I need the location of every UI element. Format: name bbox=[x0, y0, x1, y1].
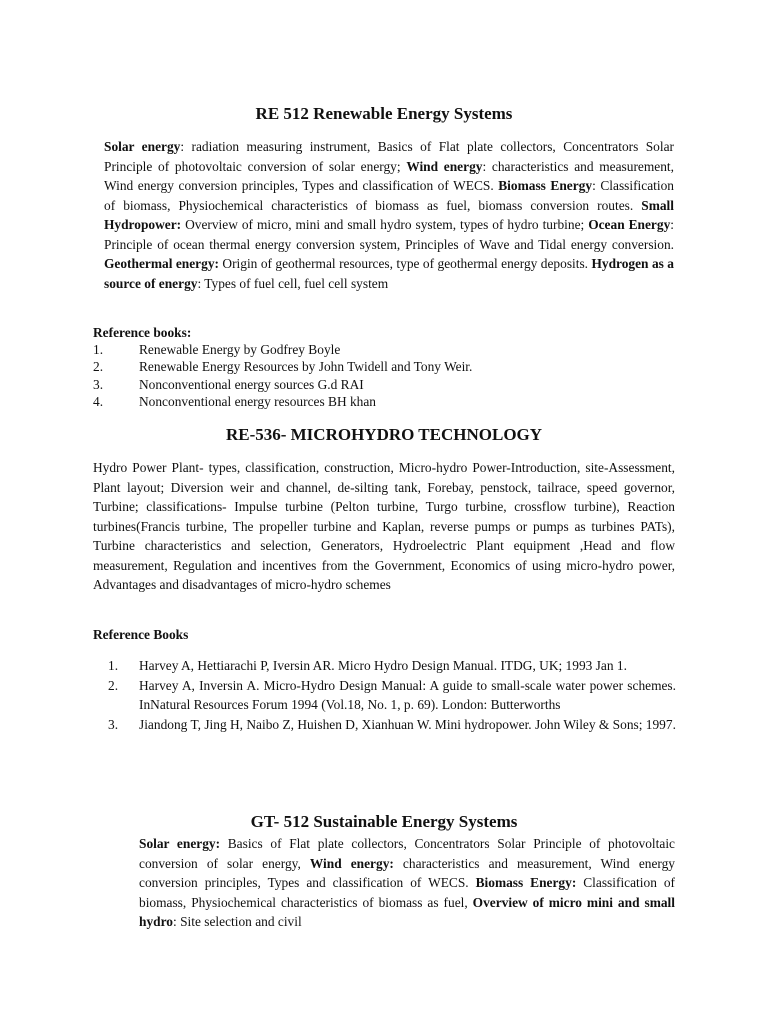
bold-term: Geothermal energy: bbox=[104, 256, 219, 271]
bold-term: Solar energy: bbox=[139, 836, 221, 851]
re536-references-label: Reference Books bbox=[93, 627, 189, 642]
section-title-gt512: GT- 512 Sustainable Energy Systems bbox=[250, 812, 518, 831]
bold-term: Overview of micro mini and small hydro bbox=[139, 894, 675, 929]
text-run: : Types of fuel cell, fuel cell system bbox=[197, 275, 389, 291]
bold-term: Ocean Energy bbox=[588, 217, 671, 232]
bold-term: Small Hydropower: bbox=[104, 197, 674, 232]
bold-term: Hydrogen as a source of energy bbox=[104, 256, 674, 291]
text-run: Origin of geothermal resources, type of geothermal energy deposits. bbox=[218, 256, 592, 271]
list-item: 3. Jiandong T, Jing H, Naibo Z, Huishen D, Xianhuan W. Mini hydropower. John Wiley & Sons; 1997. bbox=[108, 716, 676, 732]
re536-reference-list bbox=[108, 656, 676, 734]
list-item: 1. Harvey A, Hettiarachi P, Iversin AR. Micro Hydro Design Manual. ITDG, UK; 1993 Jan 1. bbox=[108, 658, 627, 673]
bold-term: Solar energy bbox=[104, 139, 181, 154]
text-run: characteristics and measurement, Wind energy conversion principles, Types and classification of WECS. bbox=[139, 855, 676, 890]
section-title-re512: RE 512 Renewable Energy Systems bbox=[255, 104, 513, 123]
gt512-syllabus-paragraph bbox=[139, 834, 675, 932]
bold-term: Biomass Energy bbox=[498, 178, 593, 193]
text-run: : characteristics and measurement, Wind energy conversion principles, Types and classification of WECS. bbox=[104, 158, 674, 193]
list-item: 2. Harvey A, Inversin A. Micro-Hydro Design Manual: A guide to small-scale water power schemes. InNatural Resources Forum 1994 (Vol.18, No. 1, p. 69). London: Butterworths bbox=[108, 677, 676, 712]
text-run: : Classification of biomass, Physiochemical characteristics of biomass as fuel, biomass conversion routes. bbox=[104, 178, 674, 213]
bold-term: Wind energy bbox=[406, 158, 483, 174]
text-run: Classification of biomass, Physiochemical characteristics of biomass as fuel, bbox=[139, 875, 675, 910]
re536-syllabus-paragraph: Hydro Power Plant- types, classification, construction, Micro-hydro Power-Introduction, site-Assessment, Plant layout; Diversion weir and channel, de-silting tank, Forebay, penstock, tailrace, speed governor, Turbine; classifications- Impulse turbine (Pelton turbine, Turgo turbine, crossflow turbine), Reaction turbines(Francis turbine, The propeller turbine and Kaplan, reverse pumps or pumps as turbines PATs), Turbine characteristics and selection, Generators, Hydroelectric Plant equipment ,Head and flow measurement, Regulation and incentives from the Government, Economics of using micro-hydro power, Advantages and disadvantages of micro-hydro schemes bbox=[93, 460, 675, 592]
bold-term: Wind energy: bbox=[309, 855, 394, 871]
re512-syllabus-paragraph bbox=[104, 137, 674, 293]
text-run: : Principle of ocean thermal energy conversion system, Principles of Wave and Tidal energy conversion. bbox=[104, 217, 675, 252]
document-page: RE 512 Renewable Energy Systems Solar energy: radiation measuring instrument, Basics of Flat plate collectors, Concentrators Solar Principle of photovoltaic conversion of solar energy; Wind energy: characteristics and measurement, Wind energy conversion principles, Types and classification of WECS. Biomass Energy: Classification of biomass, Physiochemical characteristics of biomass as fuel, biomass conversion routes. Small Hydropower: Overview of micro, mini and small hydro system, types of hydro turbine; Ocean Energy: Principle of ocean thermal energy conversion system, Principles of Wave and Tidal energy conversion. Geothermal energy: Origin of geothermal resources, type of geothermal energy deposits. Hydrogen as a source of energy: Types of fuel cell, fuel cell system Reference books: 1. Renewable Energy by Godfrey Boyle 2. Renewable Energy Resources by John Twidell and Tony Weir. 3. Nonconventional energy sources G.d RAI 4. Nonconventional energy resources BH khan RE-536- MICROHYDRO TECHNOLOGY Hydro Power Plant- types, classification, construction, Micro-hydro Power-Introduction, site-Assessment, Plant layout; Diversion weir and channel, de-silting tank, Forebay, penstock, tailrace, speed governor, Turbine; classifications- Impulse turbine (Pelton turbine, Turgo turbine, crossflow turbine), Reaction turbines(Francis turbine, The propeller turbine and Kaplan, reverse pumps or pumps as turbines PATs), Turbine characteristics and selection, Generators, Hydroelectric Plant equipment ,Head and flow measurement, Regulation and incentives from the Government, Economics of using micro-hydro power, Advantages and disadvantages of micro-hydro schemes Reference Books 1. Harvey A, Hettiarachi P, Iversin AR. Micro Hydro Design Manual. ITDG, UK; 1993 Jan 1. 2. Harvey A, Inversin A. Micro-Hydro Design Manual: A guide to small-scale water power schemes. InNatural Resources Forum 1994 (Vol.18, No. 1, p. 69). London: Butterworths 3. Jiandong T, Jing H, Naibo Z, Huishen D, Xianhuan W. Mini hydropower. John Wiley & Sons; 1997. GT- 512 Sustainable Energy Systems Solar energy: Basics of Flat plate collectors, Concentrators Solar Principle of photovoltaic conversion of solar energy, Wind energy: characteristics and measurement, Wind energy conversion principles, Types and classification of WECS. Biomass Energy: Classification of biomass, Physiochemical characteristics of biomass as fuel, Overview of micro mini and small hydro: Site selection and civil bbox=[0, 0, 768, 1024]
text-run: : Site selection and civil bbox=[173, 914, 302, 929]
text-run: : radiation measuring instrument, Basics of Flat plate collectors, Concentrators Solar Principle of photovoltaic conversion of solar energy; bbox=[104, 139, 674, 174]
text-run: Basics of Flat plate collectors, Concentrators Solar Principle of photovoltaic conversion of solar energy, bbox=[139, 836, 675, 871]
section-title-re536: RE-536- MICROHYDRO TECHNOLOGY bbox=[225, 425, 543, 444]
text-run: Overview of micro, mini and small hydro system, types of hydro turbine; bbox=[181, 217, 589, 232]
re512-references-label: Reference books: bbox=[93, 325, 192, 340]
bold-term: Biomass Energy: bbox=[475, 875, 577, 890]
